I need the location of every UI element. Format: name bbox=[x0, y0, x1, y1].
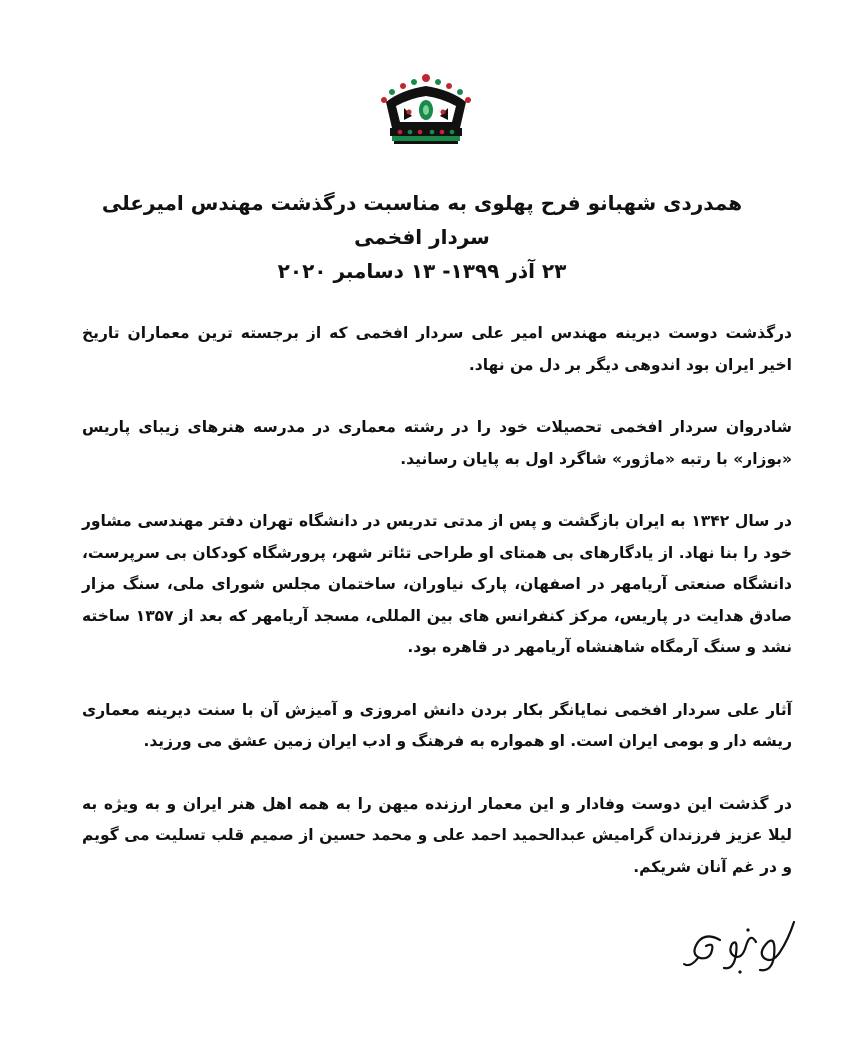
crown-emblem-icon bbox=[376, 72, 476, 148]
heading-title-line: همدردی شهبانو فرح پهلوی به مناسبت درگذشت مهندس امیرعلی bbox=[101, 191, 743, 215]
paragraph: در گذشت این دوست وفادار و این معمار ارزنده میهن را به همه اهل هنر ایران و به ویژه به لیلا عزیز فرزندان گرامیش عبدالحمید احمد علی و محمد حسین از صمیم قلب تسلیت می گویم و در غم آنان شریکم. bbox=[82, 794, 792, 876]
paragraph: در سال ۱۳۴۲ به ایران بازگشت و پس از مدتی تدریس در دانشگاه تهران دفتر مهندسی مشاور خود را بنا نهاد. از یادگارهای بی همتای او طراحی تئاتر شهر، پرورشگاه کودکان بی سرپرست، دانشگاه صنعتی آریامهر در اصفهان، پارک نیاوران، ساختمان مجلس شورای ملی، سنگ مزار صادق هدایت در پاریس، مرکز کنفرانس های بین المللی، مسجد آریامهر که بعد از ۱۳۵۷ ساخته نشد و سنگ آرمگاه شاهنشاه آریامهر در قاهره بود. bbox=[82, 512, 792, 656]
letter-body bbox=[82, 318, 792, 914]
handwritten-signature bbox=[676, 912, 806, 984]
paragraph: آثار علی سردار افخمی نمایانگر بکار بردن دانش امروزی و آمیزش آن با سنت دیرینه معماری ریشه دار و بومی ایران است. او همواره به فرهنگ و ادب ایران زمین عشق می ورزید. bbox=[82, 700, 792, 750]
letter-heading bbox=[60, 186, 784, 288]
heading-name-line: سردار افخمی bbox=[354, 225, 490, 249]
paragraph: درگذشت دوست دیرینه مهندس امیر علی سردار افخمی که از برجسته ترین معماران تاریخ اخیر ایران بود اندوهی دیگر بر دل من نهاد. bbox=[82, 324, 792, 374]
paragraph: شادروان سردار افخمی تحصیلات خود را در رشته معماری در مدرسه هنرهای زیبای پاریس «بوزار» با رتبه «ماژور» شاگرد اول به پایان رسانید. bbox=[82, 418, 792, 468]
heading-date-line: ۲۳ آذر ۱۳۹۹- ۱۳ دسامبر ۲۰۲۰ bbox=[277, 259, 567, 283]
